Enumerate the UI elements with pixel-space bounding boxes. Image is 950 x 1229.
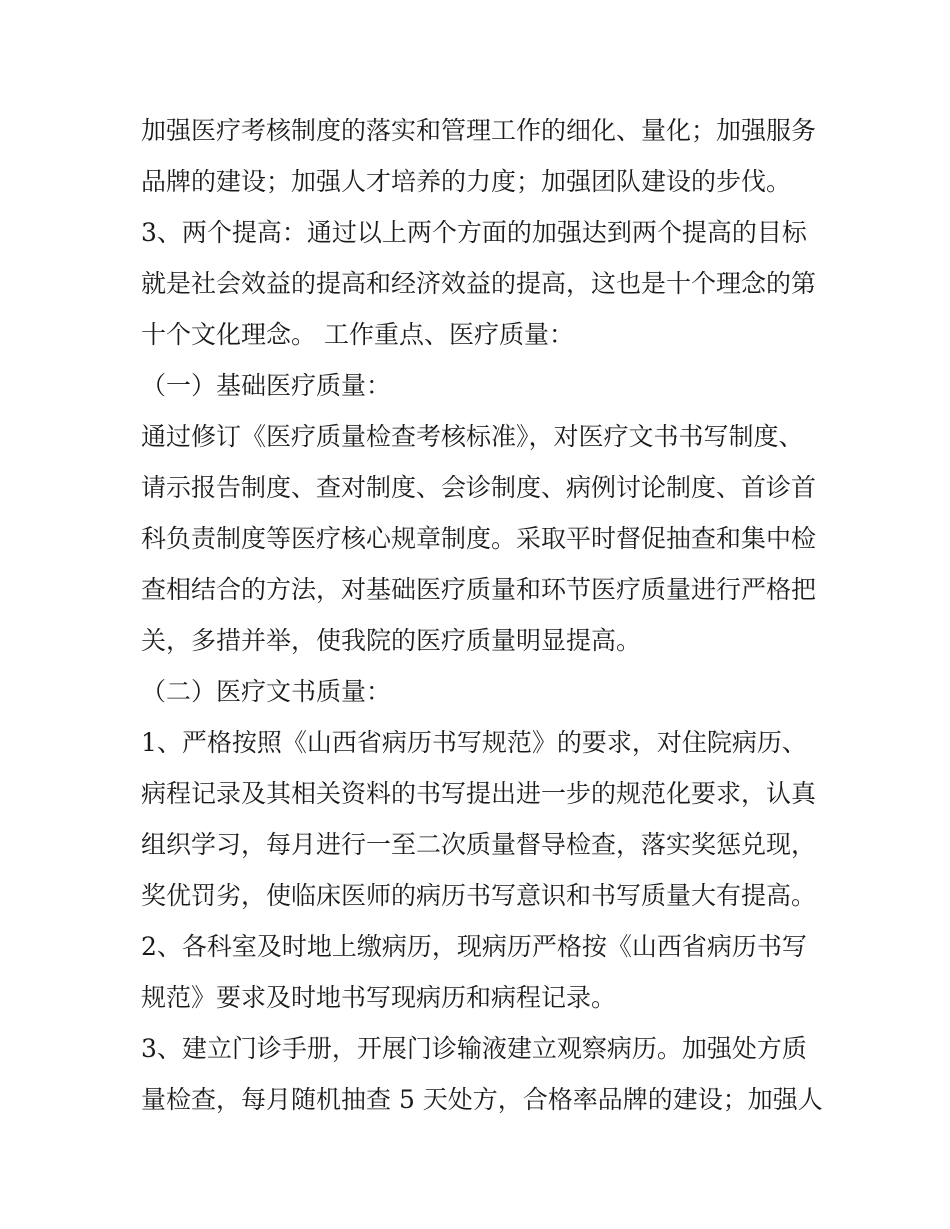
text-line: 加强医疗考核制度的落实和管理工作的细化、量化；加强服务 [141,116,817,145]
text-line: 2、各科室及时地上缴病历，现病历严格按《山西省病历书写 [141,932,807,961]
text-line: 品牌的建设；加强人才培养的力度；加强团队建设的步伐。 [141,167,792,196]
text-line: 3、建立门诊手册，开展门诊输液建立观察病历。加强处方质 [141,1034,807,1063]
text-line: 查相结合的方法，对基础医疗质量和环节医疗质量进行严格把 [141,575,817,604]
section-heading: （二）医疗文书质量： [141,677,392,706]
text-line: 关，多措并举，使我院的医疗质量明显提高。 [141,626,642,655]
text-line: 量检查，每月随机抽查 5 天处方，合格率品牌的建设；加强人 [141,1085,823,1114]
text-line: 通过修订《医疗质量检查考核标准》，对医疗文书书写制度、 [141,422,804,451]
text-line: 病程记录及其相关资料的书写提出进一步的规范化要求，认真 [141,779,817,808]
text-line: 规范》要求及时地书写现病历和病程记录。 [141,983,617,1012]
text-line: 就是社会效益的提高和经济效益的提高，这也是十个理念的第 [141,269,817,298]
text-line: 科负责制度等医疗核心规章制度。采取平时督促抽查和集中检 [141,524,817,553]
text-line: 3、两个提高：通过以上两个方面的加强达到两个提高的目标 [141,218,807,247]
text-line: 请示报告制度、查对制度、会诊制度、病例讨论制度、首诊首 [141,473,817,502]
section-heading: （一）基础医疗质量： [141,371,392,400]
text-line: 十个文化理念。 工作重点、医疗质量： [141,320,574,349]
body-text [141,105,831,1125]
text-line: 奖优罚劣，使临床医师的病历书写意识和书写质量大有提高。 [141,881,817,910]
text-line: 1、严格按照《山西省病历书写规范》的要求，对住院病历、 [141,728,807,757]
text-line: 组织学习，每月进行一至二次质量督导检查，落实奖惩兑现， [141,830,817,859]
